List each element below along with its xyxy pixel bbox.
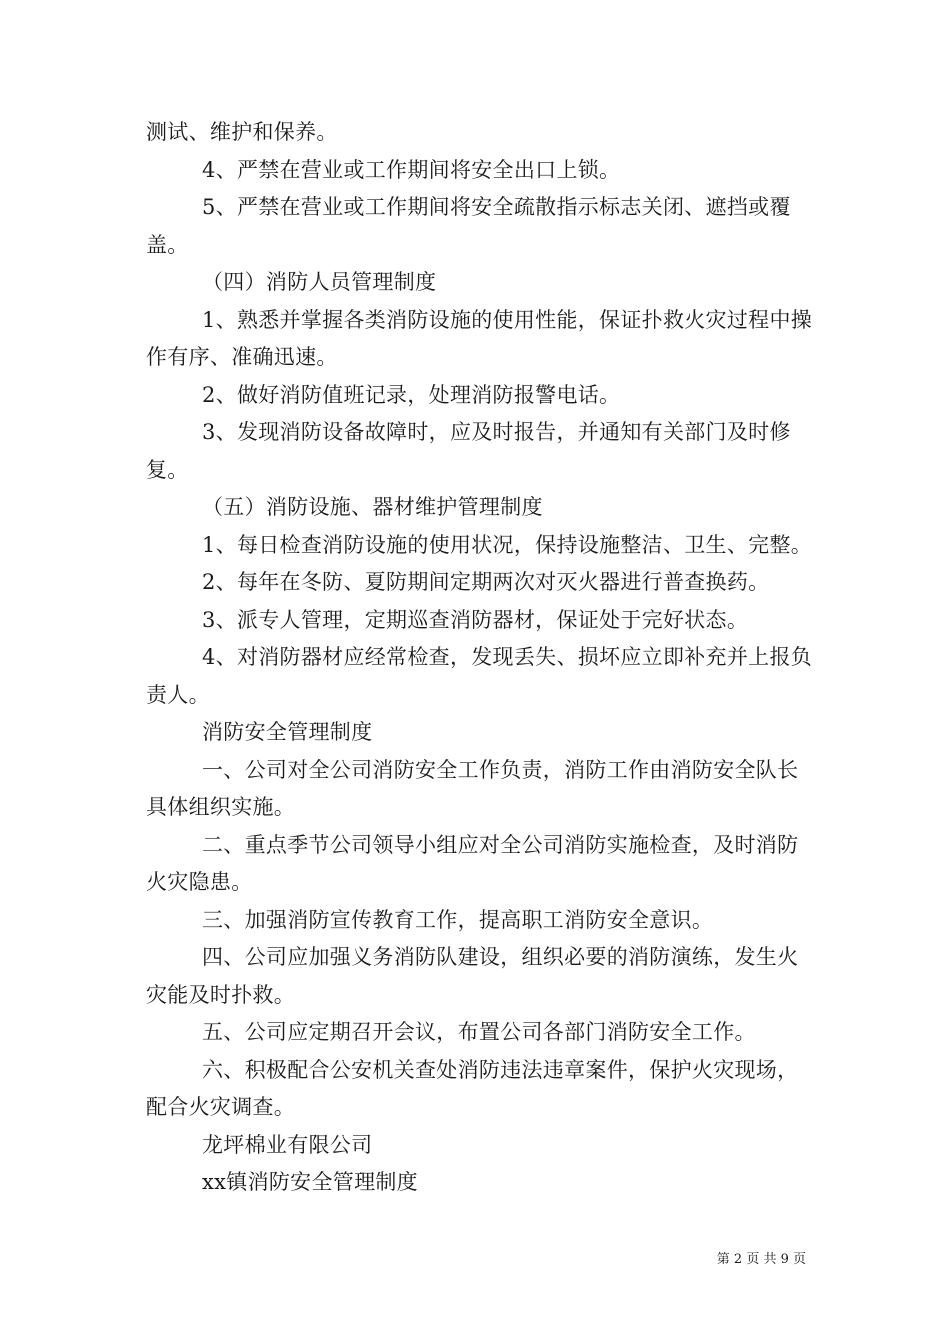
section-heading: （四）消防人员管理制度: [202, 270, 437, 294]
page-number: 第 2 页 共 9 页: [716, 1252, 806, 1267]
section-heading: （五）消防设施、器材维护管理制度: [202, 495, 543, 519]
paragraph: 3、派专人管理，定期巡查消防器材，保证处于完好状态。: [202, 607, 749, 632]
document-title: 消防安全管理制度: [202, 720, 373, 744]
paragraph: 4、对消防器材应经常检查，发现丢失、损坏应立即补充并上报负责人。: [146, 645, 813, 707]
paragraph: 五、公司应定期召开会议，布置公司各部门消防安全工作。: [202, 1020, 756, 1044]
paragraph: 四、公司应加强义务消防队建设，组织必要的消防演练，发生火灾能及时扑救。: [146, 945, 799, 1007]
paragraph: 一、公司对全公司消防安全工作负责，消防工作由消防安全队长具体组织实施。: [146, 757, 799, 819]
paragraph: 3、发现消防设备故障时，应及时报告，并通知有关部门及时修复。: [146, 420, 791, 482]
company-name: 龙坪棉业有限公司: [202, 1132, 373, 1157]
paragraph: 测试、维护和保养。: [146, 120, 338, 144]
paragraph: 1、熟悉并掌握各类消防设施的使用性能，保证扑救火灾过程中操作有序、准确迅速。: [146, 307, 813, 369]
paragraph: 六、积极配合公安机关查处消防违法违章案件，保护火灾现场，配合火灾调查。: [146, 1057, 799, 1119]
paragraph: 5、严禁在营业或工作期间将安全疏散指示标志关闭、遮挡或覆盖。: [146, 195, 791, 257]
paragraph: 二、重点季节公司领导小组应对全公司消防实施检查，及时消防火灾隐患。: [146, 832, 799, 894]
paragraph: 4、严禁在营业或工作期间将安全出口上锁。: [202, 157, 621, 182]
paragraph: 2、每年在冬防、夏防期间定期两次对灭火器进行普查换药。: [202, 570, 770, 594]
paragraph: 2、做好消防值班记录，处理消防报警电话。: [202, 382, 621, 407]
paragraph: 三、加强消防宣传教育工作，提高职工消防安全意识。: [202, 907, 714, 932]
paragraph: 1、每日检查消防设施的使用状况，保持设施整洁、卫生、完整。: [202, 532, 813, 557]
document-body: [146, 114, 818, 1202]
document-title: xx镇消防安全管理制度: [202, 1170, 418, 1194]
